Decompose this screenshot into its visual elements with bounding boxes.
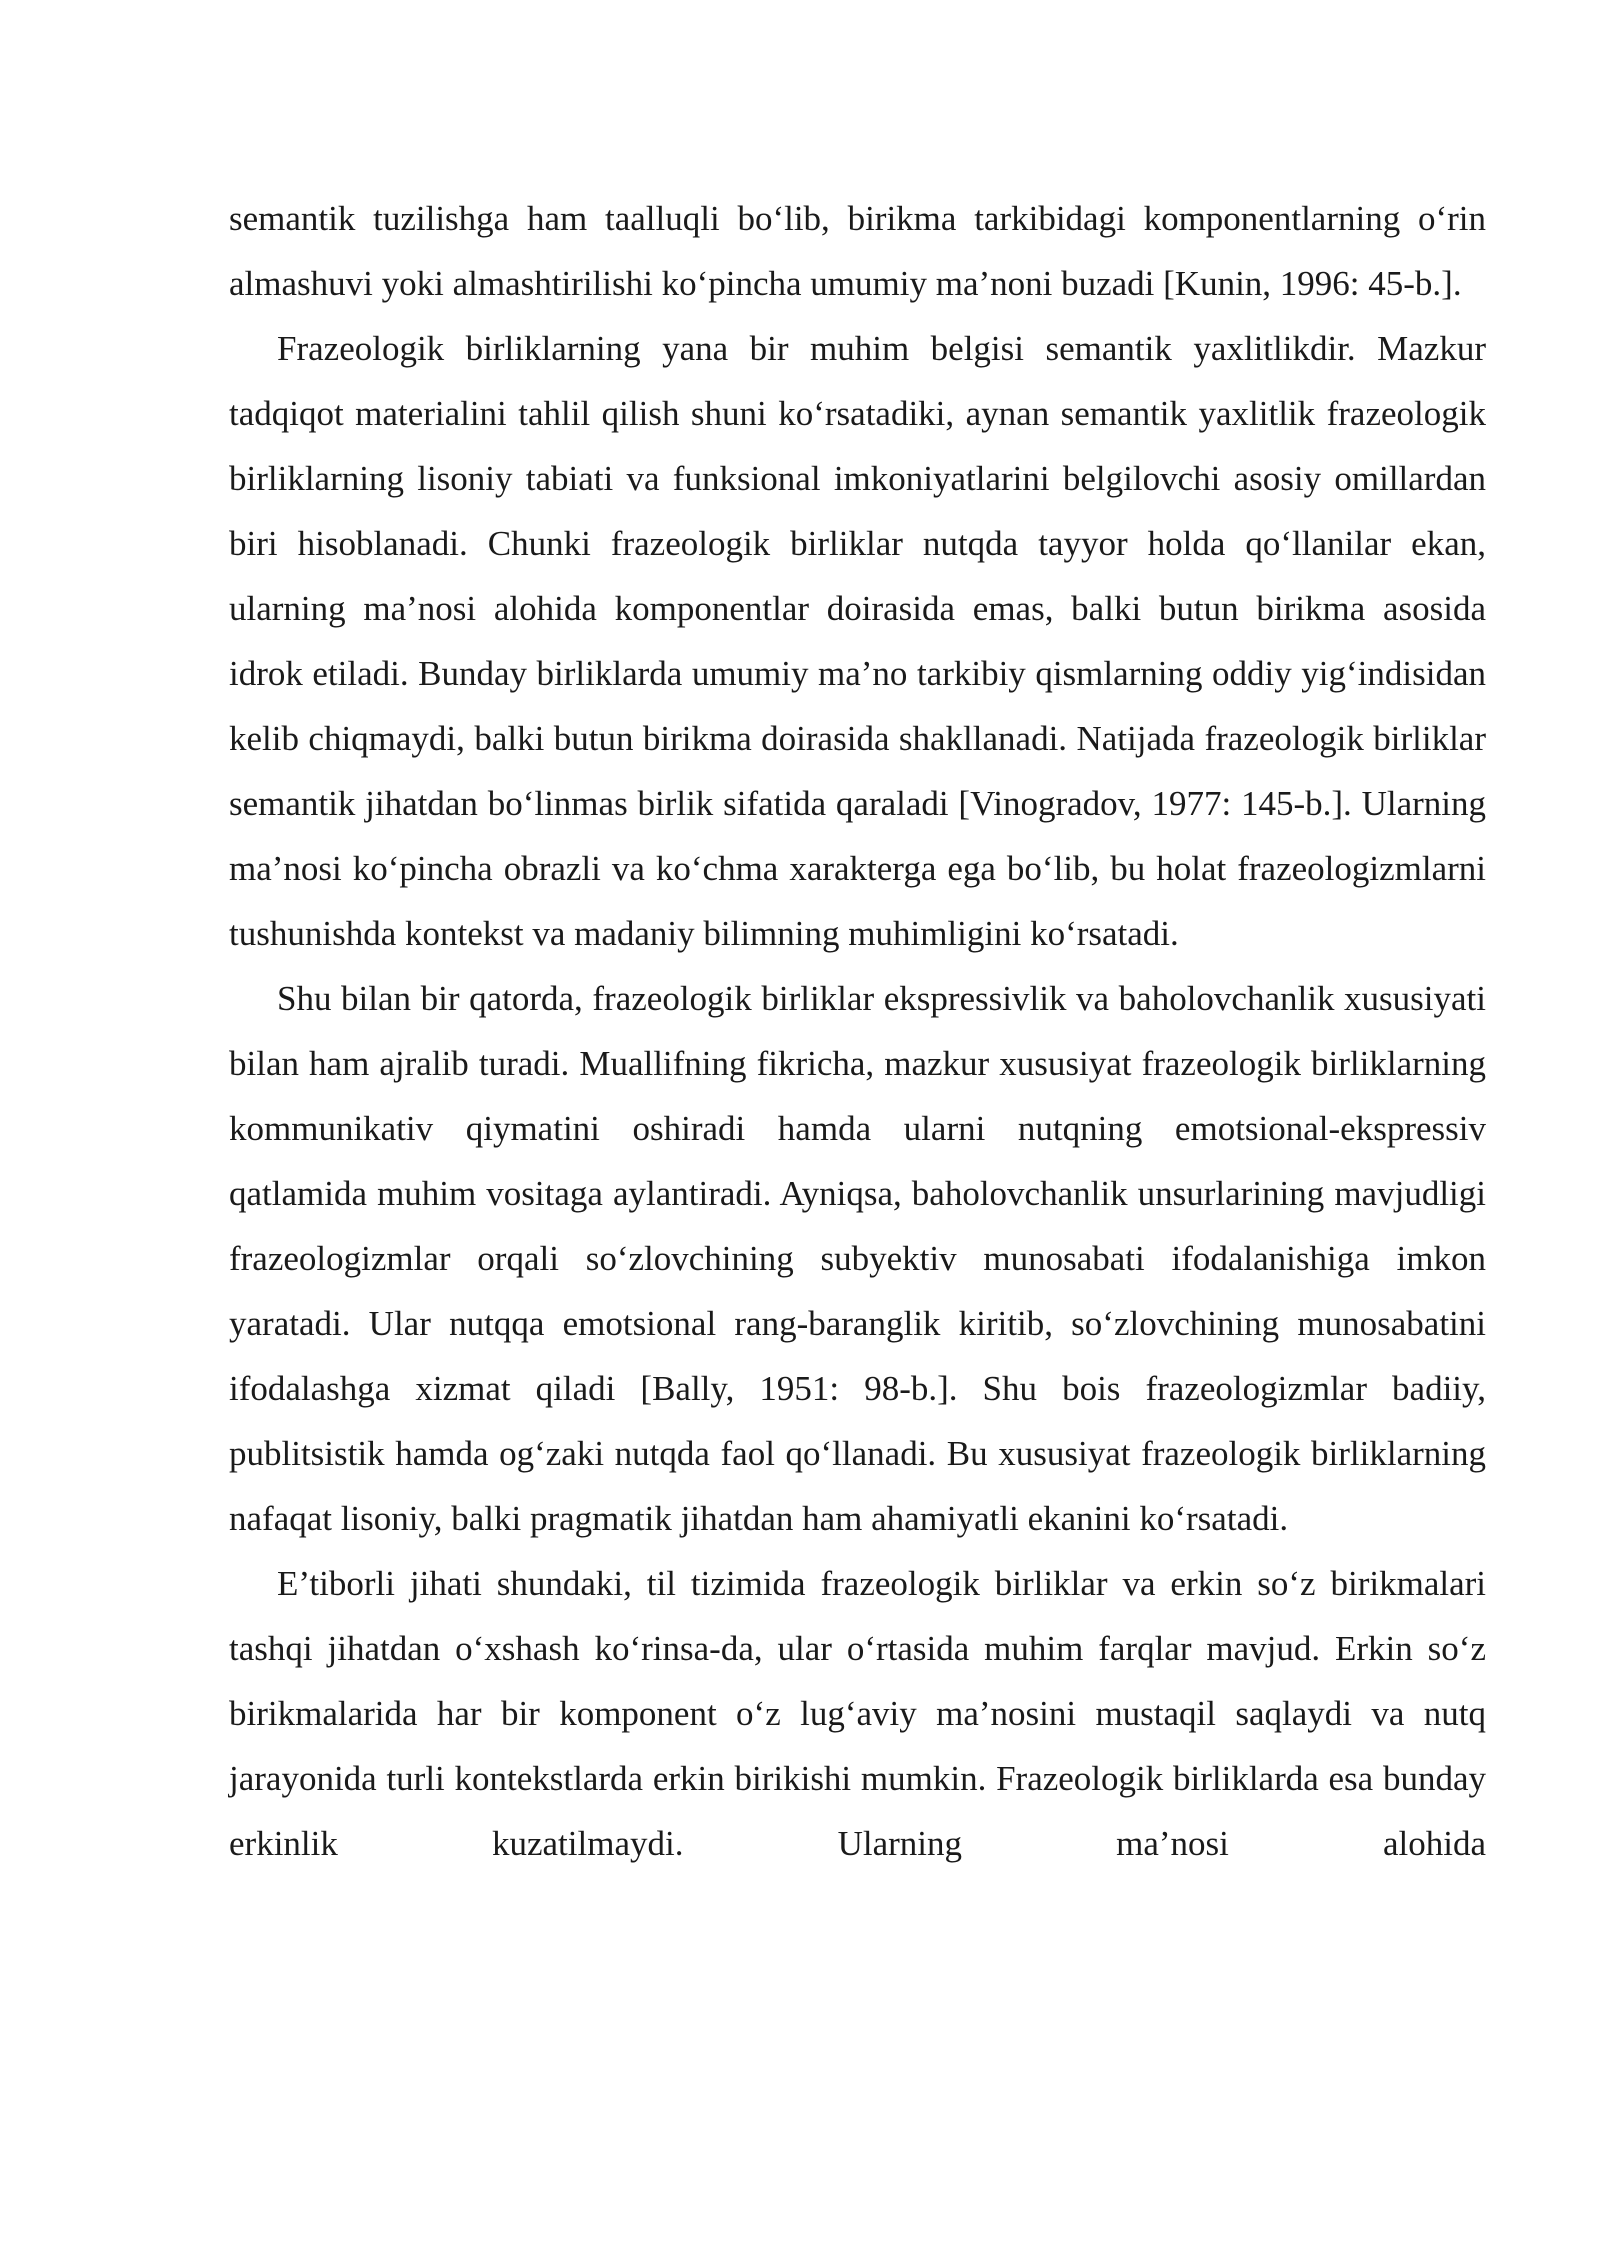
body-text xyxy=(229,186,1486,1876)
paragraph-continued: semantik tuzilishga ham taalluqli bo‘lib, birikma tarkibidagi komponentlarning o‘rin almashuvi yoki almashtirilishi ko‘pincha umumiy ma’noni buzadi [Kunin, 1996: 45-b.]. xyxy=(229,199,1486,303)
paragraph-semantic-integrity: Frazeologik birliklarning yana bir muhim belgisi semantik yaxlitlikdir. Mazkur tadqiqot materialini tahlil qilish shuni ko‘rsatadiki, aynan semantik yaxlitlik frazeologik birliklarning lisoniy tabiati va funksional imkoniyatlarini belgilovchi asosiy omillardan biri hisoblanadi. Chunki frazeologik birliklar nutqda tayyor holda qo‘llanilar ekan, ularning ma’nosi alohida komponentlar doirasida emas, balki butun birikma asosida idrok etiladi. Bunday birliklarda umumiy ma’no tarkibiy qismlarning oddiy yig‘indisidan kelib chiqmaydi, balki butun birikma doirasida shakllanadi. Natijada frazeologik birliklar semantik jihatdan bo‘linmas birlik sifatida qaraladi [Vinogradov, 1977: 145-b.]. Ularning ma’nosi ko‘pincha obrazli va ko‘chma xarakterga ega bo‘lib, bu holat frazeologizmlarni tushunishda kontekst va madaniy bilimning muhimligini ko‘rsatadi. xyxy=(229,329,1486,953)
paragraph-expressiveness: Shu bilan bir qatorda, frazeologik birliklar ekspressivlik va baholovchanlik xususiyati bilan ham ajralib turadi. Muallifning fikricha, mazkur xususiyat frazeologik birliklarning kommunikativ qiymatini oshiradi hamda ularni nutqning emotsional-ekspressiv qatlamida muhim vositaga aylantiradi. Ayniqsa, baholovchanlik unsurlarining mavjudligi frazeologizmlar orqali so‘zlovchining subyektiv munosabati ifodalanishiga imkon yaratadi. Ular nutqqa emotsional rang-baranglik kiritib, so‘zlovchining munosabatini ifodalashga xizmat qiladi [Bally, 1951: 98-b.]. Shu bois frazeologizmlar badiiy, publitsistik hamda og‘zaki nutqda faol qo‘llanadi. Bu xususiyat frazeologik birliklarning nafaqat lisoniy, balki pragmatik jihatdan ham ahamiyatli ekanini ko‘rsatadi. xyxy=(229,979,1486,1538)
paragraph-free-combinations: E’tiborli jihati shundaki, til tizimida frazeologik birliklar va erkin so‘z birikmalari tashqi jihatdan o‘xshash ko‘rinsa-da, ular o‘rtasida muhim farqlar mavjud. Erkin so‘z birikmalarida har bir komponent o‘z lug‘aviy ma’nosini mustaqil saqlaydi va nutq jarayonida turli kontekstlarda erkin birikishi mumkin. Frazeologik birliklarda esa bunday erkinlik kuzatilmaydi. Ularning ma’nosi alohida xyxy=(229,1564,1486,1863)
